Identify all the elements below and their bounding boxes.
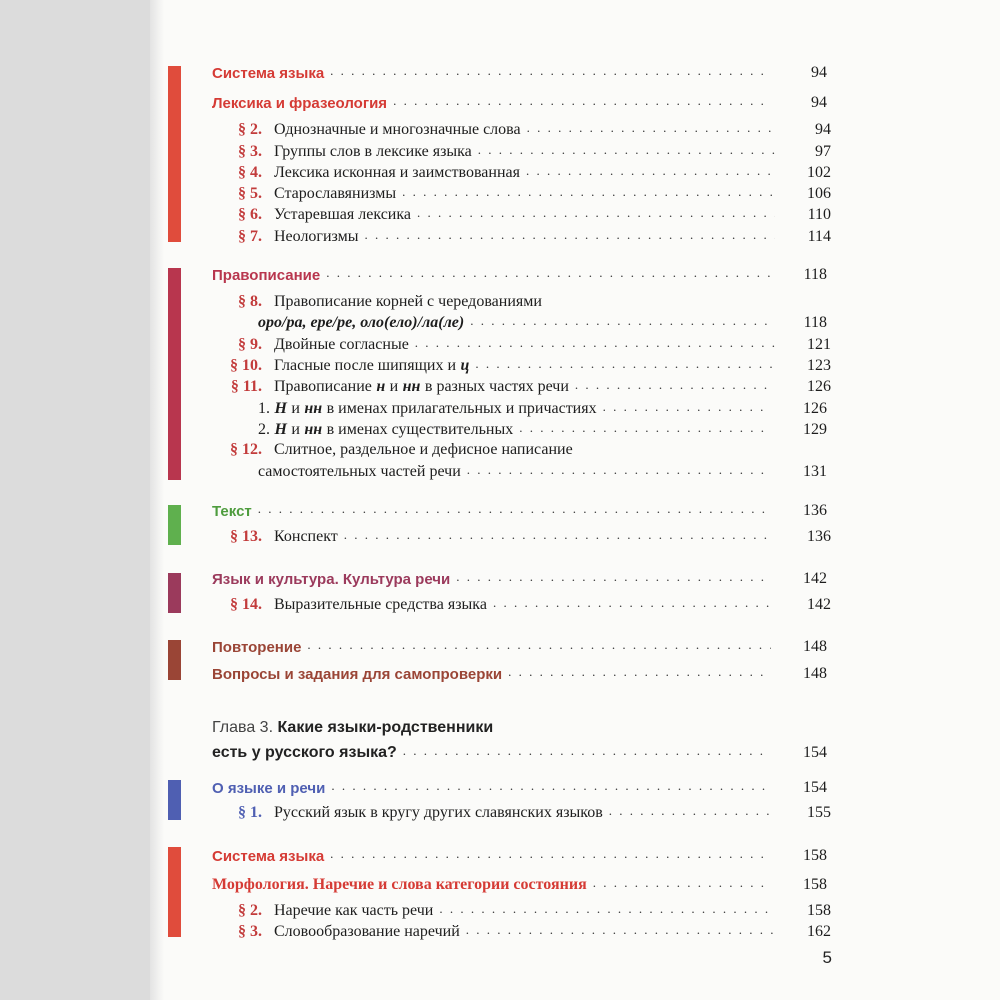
toc-title: и (291, 400, 300, 417)
leader-dots (478, 142, 775, 158)
toc-page: 136 (807, 528, 831, 545)
toc-title: и (291, 421, 300, 438)
leader-dots (365, 227, 775, 243)
toc-page: 118 (803, 266, 827, 283)
toc-entry[interactable] (212, 566, 827, 588)
section-bar-text (168, 505, 181, 545)
leader-dots (393, 93, 771, 109)
toc-page: 94 (815, 121, 831, 138)
chapter-title-text: есть у русского языка? (212, 744, 397, 761)
toc-title: Двойные согласные (274, 336, 409, 353)
toc-title: Слитное, раздельное и дефисное написание (274, 441, 573, 458)
toc-heading: Повторение (212, 639, 302, 656)
toc-page: 148 (803, 638, 827, 655)
toc-page: 136 (803, 502, 827, 519)
toc-title: Однозначные и многозначные слова (274, 121, 521, 138)
leader-dots (508, 664, 771, 680)
chapter-heading[interactable] (212, 740, 827, 762)
toc-page: 142 (807, 596, 831, 613)
toc-title: в именах прилагательных и причастиях (326, 400, 597, 417)
toc-heading: Вопросы и задания для самопроверки (212, 666, 503, 683)
toc-entry[interactable] (212, 90, 827, 112)
toc-heading: Язык и культура. Культура речи (212, 571, 451, 588)
toc-entry[interactable] (212, 262, 827, 284)
toc-title-em: ц (460, 357, 470, 374)
section-bar-review (168, 640, 181, 680)
chapter-title-text: Какие языки-родственники (277, 719, 494, 736)
section-number: § 4. (238, 164, 262, 181)
toc-heading: Система языка (212, 848, 325, 865)
toc-title: Гласные после шипящих и (274, 357, 457, 374)
leader-dots (326, 265, 771, 281)
toc-entry[interactable] (212, 872, 827, 894)
toc-heading: Текст (212, 503, 252, 520)
leader-dots (258, 501, 771, 517)
leader-dots (575, 377, 775, 393)
leader-dots (467, 462, 771, 478)
toc-entry[interactable] (216, 160, 831, 182)
leader-dots (417, 205, 775, 221)
leader-dots (526, 163, 775, 179)
toc-page: 162 (807, 923, 831, 940)
leader-dots (527, 120, 775, 136)
toc-heading: Правописание (212, 267, 321, 284)
toc-heading: О языке и речи (212, 780, 326, 797)
toc-title-em: Н (274, 421, 287, 438)
toc-title: 1. (258, 400, 270, 417)
toc-title: Конспект (274, 528, 338, 545)
toc-page: 148 (803, 665, 827, 682)
toc-heading: Система языка (212, 65, 325, 82)
section-number: § 3. (238, 143, 262, 160)
toc-title: 2. (258, 421, 270, 438)
section-number: § 2. (238, 121, 262, 138)
section-bar-spelling (168, 268, 181, 480)
section-number: § 2. (238, 902, 262, 919)
toc-page: 114 (807, 228, 831, 245)
leader-dots (344, 527, 775, 543)
toc-entry[interactable] (216, 289, 831, 311)
toc-title: Наречие как часть речи (274, 902, 434, 919)
toc-entry[interactable] (258, 310, 827, 332)
leader-dots (403, 743, 771, 759)
section-bar-system (168, 66, 181, 242)
section-number: § 6. (238, 206, 262, 223)
leader-dots (466, 922, 775, 938)
toc-entry[interactable] (212, 634, 827, 656)
leader-dots (609, 803, 775, 819)
toc-title-em: нн (304, 400, 323, 417)
leader-dots (331, 778, 771, 794)
leader-dots (493, 595, 775, 611)
toc-entry[interactable] (212, 775, 827, 797)
toc-page: 121 (807, 336, 831, 353)
toc-page: 158 (803, 876, 827, 893)
toc-page: 158 (807, 902, 831, 919)
toc-page: 131 (803, 463, 827, 480)
toc-entry[interactable] (216, 374, 831, 396)
section-bar-culture (168, 573, 181, 613)
toc-entry[interactable] (216, 898, 831, 920)
toc-title: Правописание корней с чередованиями (274, 293, 542, 310)
page-number: 5 (822, 948, 832, 967)
toc-entry[interactable] (212, 498, 827, 520)
toc-page: 118 (803, 314, 827, 331)
toc-title: и (389, 378, 399, 395)
toc-title: Правописание (274, 378, 372, 395)
leader-dots (330, 846, 771, 862)
chapter-label: Глава 3. (212, 719, 274, 736)
leader-dots (519, 420, 771, 436)
toc-page: 154 (803, 744, 827, 761)
toc-title: самостоятельных частей речи (258, 463, 461, 480)
toc-title: в разных частях речи (424, 378, 569, 395)
toc-page: 158 (803, 847, 827, 864)
toc-entry[interactable] (258, 396, 827, 418)
section-bar-system-2 (168, 847, 181, 937)
toc-entry[interactable] (212, 60, 827, 82)
toc-title: Выразительные средства языка (274, 596, 487, 613)
section-number: § 8. (238, 293, 262, 310)
toc-entry[interactable] (216, 524, 831, 546)
leader-dots (593, 875, 771, 891)
leader-dots (415, 335, 775, 351)
toc-heading: Лексика и фразеология (212, 95, 388, 112)
section-number: § 5. (238, 185, 262, 202)
toc-entry[interactable] (216, 332, 831, 354)
toc-entry[interactable] (216, 224, 831, 246)
toc-entry[interactable] (216, 800, 831, 822)
toc-entry[interactable] (216, 437, 831, 459)
toc-entry[interactable] (216, 592, 831, 614)
toc-title: Русский язык в кругу других славянских языков (274, 804, 603, 821)
toc-page: 155 (807, 804, 831, 821)
section-number: § 3. (238, 923, 262, 940)
toc-page: 126 (803, 400, 827, 417)
toc-entry[interactable] (216, 202, 831, 224)
toc-title: Старославянизмы (274, 185, 397, 202)
toc-heading: Морфология. Наречие и слова категории состояния (212, 876, 587, 893)
toc-title: Лексика исконная и заимствованная (274, 164, 520, 181)
toc-page: 110 (807, 206, 831, 223)
toc-entry[interactable] (216, 139, 831, 161)
toc-page: 102 (807, 164, 831, 181)
leader-dots (439, 901, 775, 917)
section-number: § 1. (238, 804, 262, 821)
section-bar-language (168, 780, 181, 820)
leader-dots (603, 399, 771, 415)
section-number: § 10. (230, 357, 262, 374)
chapter-title (212, 719, 493, 737)
toc-page: 106 (807, 185, 831, 202)
toc-entry[interactable] (216, 181, 831, 203)
toc-entry[interactable] (212, 843, 827, 865)
section-number: § 12. (230, 441, 262, 458)
chapter-heading[interactable] (212, 715, 827, 737)
toc-page: 126 (807, 378, 831, 395)
toc-page: 94 (811, 94, 827, 111)
toc-page: 94 (811, 64, 827, 81)
toc-title: Неологизмы (274, 228, 359, 245)
section-number: § 11. (230, 378, 262, 395)
toc-page: 142 (803, 570, 827, 587)
toc-entry[interactable] (212, 661, 827, 683)
toc-entry[interactable] (216, 353, 831, 375)
leader-dots (456, 569, 771, 585)
toc-title-em: Н (274, 400, 287, 417)
leader-dots (402, 184, 775, 200)
leader-dots (330, 63, 771, 79)
toc-title-em: нн (304, 421, 323, 438)
toc-title: оро/ра, ере/ре, оло(ело)/ла(ле) (258, 314, 465, 331)
page-gutter-shadow (150, 0, 164, 1000)
section-number: § 13. (230, 528, 262, 545)
toc-page: 154 (803, 779, 827, 796)
section-number: § 14. (230, 596, 262, 613)
toc-entry[interactable] (216, 919, 831, 941)
toc-page: 97 (815, 143, 831, 160)
toc-page: 123 (807, 357, 831, 374)
section-number: § 9. (238, 336, 262, 353)
toc-title: Устаревшая лексика (274, 206, 411, 223)
toc-entry[interactable] (258, 417, 827, 439)
toc-entry[interactable] (258, 459, 827, 481)
section-number: § 7. (238, 228, 262, 245)
toc-title: в именах существительных (326, 421, 514, 438)
leader-dots (470, 313, 771, 329)
toc-entry[interactable] (216, 117, 831, 139)
toc-page: 129 (803, 421, 827, 438)
toc-title: Группы слов в лексике языка (274, 143, 472, 160)
leader-dots (307, 637, 771, 653)
toc-title: Словообразование наречий (274, 923, 460, 940)
toc-title-em: н (376, 378, 386, 395)
toc-title-em: нн (402, 378, 421, 395)
leader-dots (475, 356, 775, 372)
